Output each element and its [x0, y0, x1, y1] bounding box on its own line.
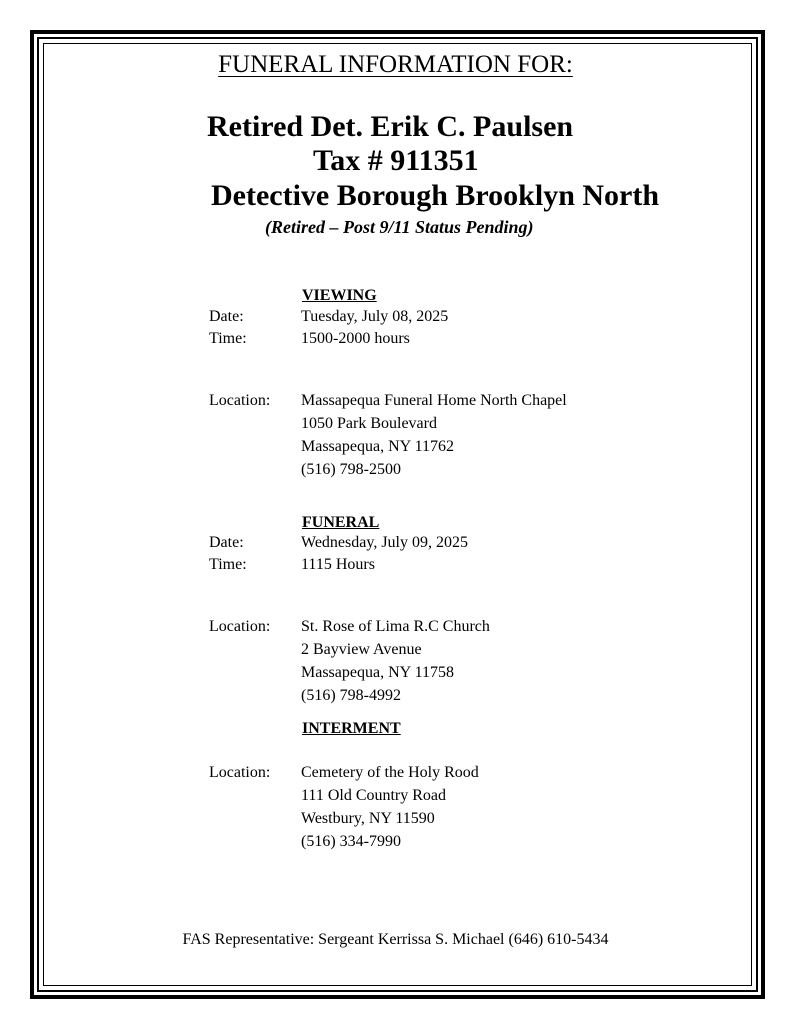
- viewing-location-line: (516) 798-2500: [301, 461, 401, 478]
- viewing-location-line: Massapequa, NY 11762: [301, 438, 455, 455]
- interment-location-line: 111 Old Country Road: [301, 787, 447, 804]
- funeral-location-line: (516) 798-4992: [301, 687, 401, 704]
- fas-representative: FAS Representative: Sergeant Kerrissa S. Michael (646) 610-5434: [182, 931, 609, 948]
- interment-location-line: (516) 334-7990: [301, 833, 401, 850]
- funeral-location-line: Massapequa, NY 11758: [301, 664, 455, 681]
- document-header: FUNERAL INFORMATION FOR:: [218, 51, 573, 78]
- interment-location-line: Westbury, NY 11590: [301, 810, 435, 827]
- viewing-heading: VIEWING: [302, 287, 377, 304]
- funeral-location-label: Location:: [209, 618, 271, 635]
- funeral-location-line: St. Rose of Lima R.C Church: [301, 618, 490, 635]
- funeral-location-line: 2 Bayview Avenue: [301, 641, 422, 658]
- interment-location-label: Location:: [209, 764, 271, 781]
- funeral-date-label: Date:: [209, 534, 244, 551]
- viewing-location-line: 1050 Park Boulevard: [301, 415, 437, 432]
- viewing-location-line: Massapequa Funeral Home North Chapel: [301, 392, 567, 409]
- viewing-location-label: Location:: [209, 392, 271, 409]
- viewing-time-label: Time:: [209, 330, 247, 347]
- tax-number: Tax # 911351: [313, 144, 479, 177]
- interment-location-line: Cemetery of the Holy Rood: [301, 764, 479, 781]
- viewing-date-label: Date:: [209, 308, 244, 325]
- funeral-time: 1115 Hours: [301, 556, 375, 573]
- viewing-time: 1500-2000 hours: [301, 330, 410, 347]
- viewing-date: Tuesday, July 08, 2025: [301, 308, 449, 325]
- command-name: Detective Borough Brooklyn North: [211, 179, 660, 212]
- interment-heading: INTERMENT: [302, 720, 401, 737]
- retirement-status: (Retired – Post 9/11 Status Pending): [265, 217, 534, 237]
- funeral-time-label: Time:: [209, 556, 247, 573]
- funeral-heading: FUNERAL: [302, 514, 380, 531]
- deceased-name: Retired Det. Erik C. Paulsen: [207, 110, 574, 143]
- funeral-date: Wednesday, July 09, 2025: [301, 534, 468, 551]
